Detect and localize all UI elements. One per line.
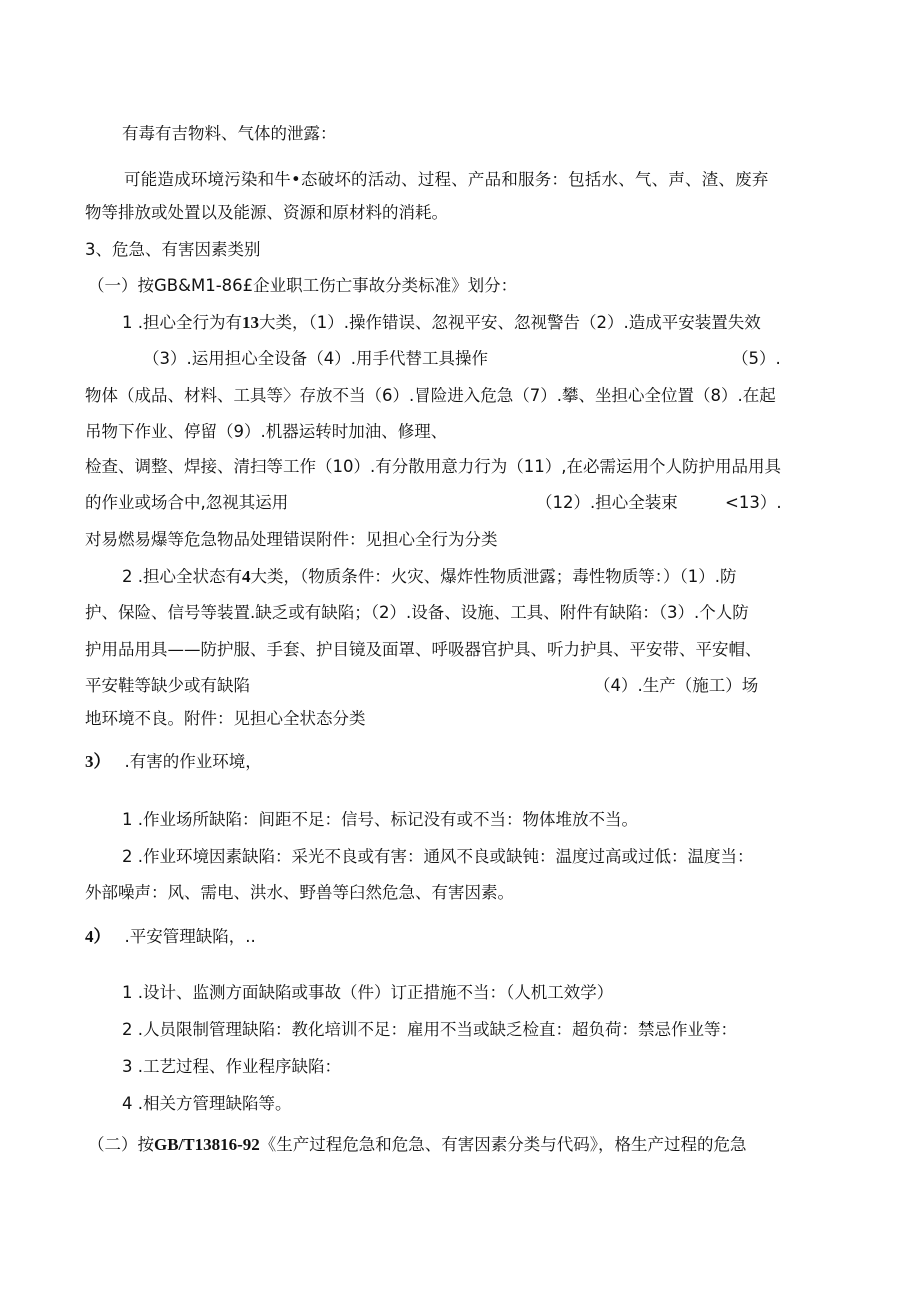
paragraph-line: 1 .设计、监测方面缺陷或事故（件）订正措施不当：（人机工效学） [122, 983, 614, 1002]
text: 大类，（1）.操作错误、忽视平安、忽视警告（2）.造成平安装置失效 [259, 313, 761, 332]
text: .有害的作业环境， [124, 752, 262, 771]
paragraph-line: 吊物下作业、停留（9）.机器运转时加油、修理、 [85, 422, 448, 441]
bold-number: 4 [242, 567, 251, 586]
paragraph-line: 的作业或场合中,忽视其运用 [85, 493, 289, 512]
paragraph-line: 有毒有吉物料、气体的泄露： [122, 124, 337, 143]
bold-number: 13 [242, 313, 259, 332]
text: .平安管理缺陷，.. [124, 927, 256, 946]
paragraph-line: 护用品用具——防护服、手套、护目镜及面罩、呼吸器官护具、听力护具、平安带、平安帽、 [85, 640, 762, 659]
paragraph-line: 地环境不良。附件：见担心全状态分类 [85, 709, 366, 728]
paragraph-line: 3 .工艺过程、作业程序缺陷： [122, 1057, 341, 1076]
subsection-heading [88, 1134, 747, 1156]
bold-standard-code: GB/T13816-92 [154, 1135, 260, 1154]
paragraph-line [122, 566, 737, 588]
paragraph-line: 检查、调整、焊接、清扫等工作（10）.有分散用意力行为（11）,在必需运用个人防护用品用具 [85, 457, 781, 476]
paragraph-line: 护、保险、信号等装置.缺乏或有缺陷；（2）.设备、设施、工具、附件有缺陷：（3）.个人防 [85, 603, 749, 622]
paragraph-line: <13）. [725, 493, 782, 512]
paragraph-line: 物等排放或处置以及能源、资源和原材料的消耗。 [85, 203, 448, 222]
section-heading: 3、危急、有害因素类别 [85, 240, 261, 259]
text: 大类，（物质条件：火灾、爆炸性物质泄露；毒性物质等：）（1）.防 [250, 567, 737, 586]
text: 《生产过程危急和危急、有害因素分类与代码》，格生产过程的危急 [259, 1135, 747, 1154]
paragraph-line: （3）.运用担心全设备（4）.用手代替工具操作 [143, 349, 488, 368]
paragraph-line: （4）.生产（施工）场 [594, 676, 759, 695]
bold-number: 3） [85, 752, 111, 771]
subsection-heading [85, 926, 256, 948]
paragraph-line: （5）. [732, 349, 781, 368]
paragraph-line: 对易燃易爆等危急物品处理错误附件：见担心全行为分类 [85, 530, 498, 549]
subsection-heading: （一）按GB&M1-86£企业职工伤亡事故分类标准》划分： [88, 276, 518, 295]
paragraph-line: （12）.担心全装束 [536, 493, 678, 512]
text: （二）按 [88, 1135, 154, 1154]
text: 1 .担心全行为有 [122, 313, 242, 332]
paragraph-line: 可能造成环境污染和牛•态破坏的活动、过程、产品和服务：包括水、气、声、渣、废弃 [124, 170, 769, 189]
paragraph-line: 4 .相关方管理缺陷等。 [122, 1094, 292, 1113]
paragraph-line: 外部噪声：风、需电、洪水、野兽等臼然危急、有害因素。 [85, 883, 514, 902]
bold-number: 4） [85, 927, 111, 946]
paragraph-line: 物体（成品、材料、工具等〉存放不当（6）.冒险进入危急（7）.攀、坐担心全位置（8）.在起 [85, 386, 776, 405]
subsection-heading [85, 751, 262, 773]
paragraph-line: 1 .作业场所缺陷：间距不足：信号、标记没有或不当：物体堆放不当。 [122, 810, 638, 829]
paragraph-line: 2 .人员限制管理缺陷：教化培训不足：雇用不当或缺乏检直：超负荷：禁忌作业等： [122, 1020, 737, 1039]
text: 2 .担心全状态有 [122, 567, 242, 586]
paragraph-line: 平安鞋等缺少或有缺陷 [85, 676, 250, 695]
paragraph-line [122, 312, 761, 334]
paragraph-line: 2 .作业环境因素缺陷：采光不良或有害：通风不良或缺钝：温度过高或过低：温度当： [122, 847, 754, 866]
